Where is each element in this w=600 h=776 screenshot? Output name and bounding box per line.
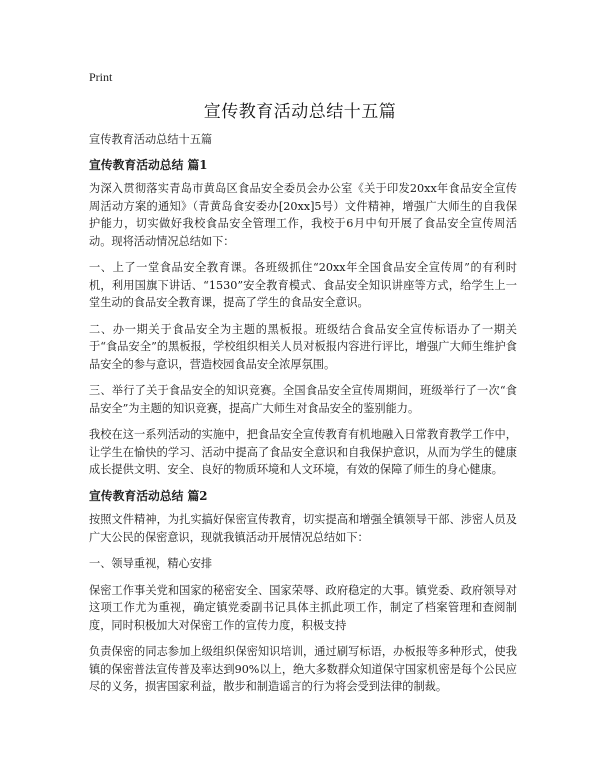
paragraph: 三、举行了关于食品安全的知识竞赛。全国食品安全宣传周期间，班级举行了一次“食品安全”为主题的知识竞赛，提高广大师生对食品安全的鉴别能力。 xyxy=(89,384,517,415)
section-2 xyxy=(89,488,517,696)
paragraph: 一、领导重视，精心安排 xyxy=(89,557,213,570)
section-1 xyxy=(89,157,517,479)
paragraph: 一、上了一堂食品安全教育课。各班级抓住“20xx年全国食品安全宣传周”的有利时机，利用国旗下讲话、“1530”安全教育模式、食品安全知识讲座等方式，给学生上一堂生动的食品安全教育课，提高了学生的食品安全意识。 xyxy=(89,261,517,309)
document-title: 宣传教育活动总结十五篇 xyxy=(203,102,397,122)
paragraph: 负责保密的同志参加上级组织保密知识培训，通过刷写标语，办板报等多种形式，使我镇的保密普法宣传普及率达到90%以上，绝大多数群众知道保守国家机密是每个公民应尽的义务，损害国家利益，散步和制造谣言的行为将会受到法律的制裁。 xyxy=(89,645,517,693)
paragraph: 二、办一期关于食品安全为主题的黑板报。班级结合食品安全宣传标语办了一期关于“食品安全”的黑板报，学校组织相关人员对板报内容进行评比，增强广大师生维护食品安全的参与意识，营造校园食品安全浓厚氛围。 xyxy=(89,322,517,371)
paragraph: 为深入贯彻落实青岛市黄岛区食品安全委员会办公室《关于印发20xx年食品安全宣传周活动方案的通知》（青黄岛食安委办[20xx]5号）文件精神，增强广大师生的自我保护能力，切实做好我校食品安全管理工作，我校于6月中旬开展了食品安全宣传周活动。现将活动情况总结如下： xyxy=(89,182,517,248)
paragraph: 保密工作事关党和国家的秘密安全、国家荣辱、政府稳定的大事。镇党委、政府领导对这项工作尤为重视，确定镇党委副书记具体主抓此项工作，制定了档案管理和查阅制度，同时积极加大对保密工作的宣传力度，积极支持 xyxy=(89,583,517,632)
print-label: Print xyxy=(89,70,113,84)
section-heading: 宣传教育活动总结 篇1 xyxy=(89,157,208,172)
document-subtitle: 宣传教育活动总结十五篇 xyxy=(89,133,213,146)
paragraph: 我校在这一系列活动的实施中，把食品安全宣传教育有机地融入日常教育教学工作中，让学生在愉快的学习、活动中提高了食品安全意识和自我保护意识，从而为学生的健康成长提供文明、安全、良好的物质环境和人文环境，有效的保障了师生的身心健康。 xyxy=(89,428,517,476)
section-heading: 宣传教育活动总结 篇2 xyxy=(89,488,208,503)
document-body xyxy=(89,131,517,705)
paragraph: 按照文件精神，为扎实搞好保密宣传教育，切实提高和增强全镇领导干部、涉密人员及广大公民的保密意识，现就我镇活动开展情况总结如下： xyxy=(89,513,517,544)
